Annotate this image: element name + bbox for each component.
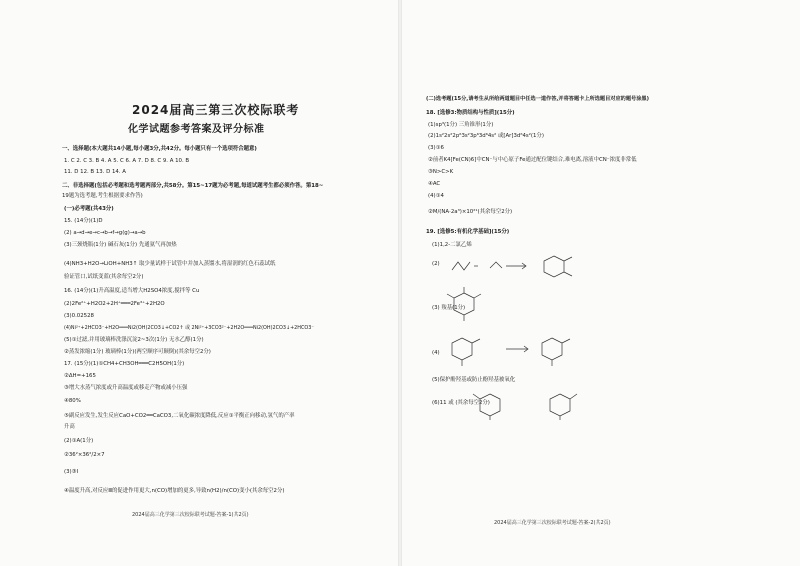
answer-line: 11. D 12. B 13. D 14. A <box>64 169 126 175</box>
question-heading: 18. [选修3:物质结构与性质](15分) <box>426 110 515 116</box>
answer-line: (2)1s²2s²2p⁶3s²3p⁶3d⁶4s² 或[Ar]3d⁶4s²(1分) <box>428 133 544 139</box>
answer-line: 16. (14分)(1)升高温度,适当增大H2SO4浓度,搅拌等 Cu <box>64 288 200 294</box>
answer-line: (4)NH3+H2O→LiOH+NH3↑ 取少量试样于试管中并加入蒸馏水,将湿润的红色石蕊试纸 <box>64 261 276 267</box>
answer-line: 验证管口,试纸变蓝(其余每空2分) <box>64 274 144 280</box>
answer-line: (4) <box>432 350 440 356</box>
answer-line: (3)三颈烧瓶(1分) 碱石灰(1分) 先通氨气再加热 <box>64 242 177 248</box>
answer-line: 1. C 2. C 3. B 4. A 5. C 6. A 7. D 8. C 9. A 10. B <box>64 158 190 164</box>
answer-line: ②蒸发浓缩(1分) 玻璃棒(1分)(两空顺序可颠倒)(其余每空2分) <box>64 349 211 355</box>
reaction-scheme-4 <box>444 330 624 368</box>
answer-line: (4)Ni²⁺+2HCO3⁻+H2O═══Ni2(OH)2CO3↓+CO2↑ 或 2Ni²⁺+3CO3²⁻+2H2O═══Ni2(OH)2CO3↓+2HCO3⁻ <box>64 325 314 331</box>
answer-line: ④AC <box>428 181 441 187</box>
subsection-heading: (一)必考题(共43分) <box>64 206 114 212</box>
answer-line: (1)1,2-二氯乙烯 <box>432 242 472 248</box>
answer-line: (2) a→d→e→c→b→f→g(g)→a→b <box>64 230 146 236</box>
page-footer: 2024届高三化学第三次校际联考试题-答案-2(共2页) <box>494 520 611 526</box>
answer-line: ⑤副反应发生,发生反应CaO+CO2══CaCO3,二氧化碳浓度降低,反应①平衡正向移动,氢气的产率 <box>64 413 295 419</box>
answer-line: (3)①6 <box>428 145 444 151</box>
answer-line: (4)①4 <box>428 193 444 199</box>
answer-page-1 <box>0 0 398 566</box>
answer-line: 升高 <box>64 424 75 430</box>
answer-line: ②36²×36²/2×7 <box>64 452 105 458</box>
answer-page-2 <box>402 0 800 566</box>
section-heading: 二、非选择题(包括必考题和选考题两部分,共58分。第15~17题为必考题,每道试题考生都必须作答。第18~ <box>62 183 324 189</box>
molecule-3 <box>444 285 484 323</box>
question-heading: 19. [选修5:有机化学基础](15分) <box>426 229 510 235</box>
page-subtitle: 化学试题参考答案及评分标准 <box>128 124 265 135</box>
section-heading: (二)选考题(15分,请考生从所给两道题目中任选一道作答,并将答题卡上所选题目对应的题号涂黑) <box>426 96 649 102</box>
answer-line: (5)①过滤,并用玻璃棒洗涤沉淀2~3次(1分) 无水乙醇(1分) <box>64 337 204 343</box>
answer-line: ④温度升高,对反应Ⅲ的促进作用更大,n(CO)增加的更多,导致n(H2)/n(CO)变小(其余每空2分) <box>64 488 285 494</box>
answer-line: ②前者K4[Fe(CN)6]中CN⁻与中心原子Fe通过配位键结合,难电离,溶液中CN⁻浓度非常低 <box>428 157 637 163</box>
answer-line: (3)③Ⅰ <box>64 469 79 475</box>
answer-line: (6)11 或 (其余每空2分) <box>432 400 490 406</box>
answer-line: (5)保护酚羟基或防止酚羟基被氧化 <box>432 377 516 383</box>
answer-line: ②M/(NA·2a³)×10²¹(其余每空2分) <box>428 209 513 215</box>
page-footer: 2024届高三化学第三次校际联考试题-答案-1(共2页) <box>132 512 249 518</box>
section-heading: 一、选择题(本大题共14小题,每小题3分,共42分。每小题只有一个选项符合题意) <box>62 146 257 152</box>
answer-line: ③增大水蒸气浓度或升高温度或移走产物或减小压强 <box>64 385 188 391</box>
answer-line: (2)2Fe²⁺+H2O2+2H⁺═══2Fe³⁺+2H2O <box>64 301 165 307</box>
answer-line: (3)0.02528 <box>64 313 94 319</box>
answer-line: (1)sp³(1分) 三角锥形(1分) <box>428 122 494 128</box>
page-title: 2024届高三第三次校际联考 <box>132 103 300 117</box>
answer-line: ④80% <box>64 398 81 404</box>
answer-line: ②ΔH=+165 <box>64 373 96 379</box>
answer-line: 19题为选考题,考生根据要求作答) <box>62 193 143 199</box>
answer-line: ③N>C>K <box>428 169 454 175</box>
answer-line: 17. (15分)(1)①CH4+CH3OH═══C2H5OH(1分) <box>64 361 185 367</box>
answer-line: 15. (14分)(1)D <box>64 218 103 224</box>
answer-line: (2) <box>432 261 440 267</box>
reaction-scheme-2 <box>444 252 594 280</box>
answer-line: (3) 羧基(1分) <box>432 305 466 311</box>
answer-line: (2)①A(1分) <box>64 438 94 444</box>
isomer-structures <box>460 388 600 420</box>
